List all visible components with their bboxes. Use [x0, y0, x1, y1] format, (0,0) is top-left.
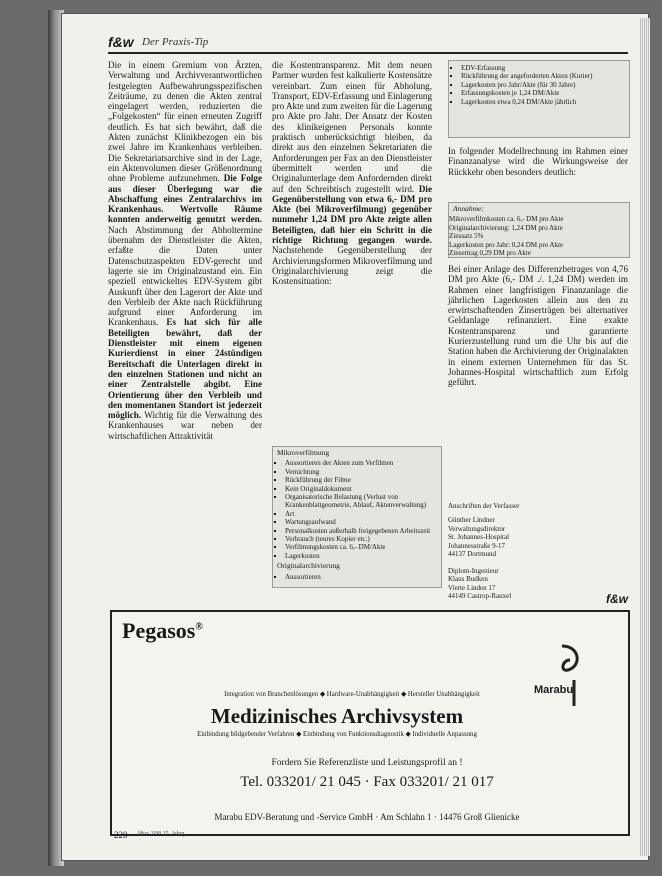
list-item: ▪ Aussortieren	[285, 573, 437, 581]
col1-run: Wichtig für die Verwaltung des Krankenhauses war neben der wirtschaftlichen Attraktivität	[108, 410, 262, 441]
text-line: Zinsertrag 0,29 DM pro Akte	[449, 249, 531, 258]
list-item: ▪ Erfassungskosten je 1,24 DM/Akte	[461, 89, 625, 97]
original-archive-box	[448, 60, 630, 138]
text-line: Günther Lindner	[448, 516, 495, 525]
list-item: ▪ EDV-Erfassung	[461, 64, 625, 72]
box-title-microfilm: Mikroverfilmung	[277, 448, 330, 457]
text-line: Zinssatz 5%	[449, 232, 484, 241]
column-3-text	[448, 264, 628, 388]
issue-info: f&w 3/98 15. Jahrg.	[138, 831, 187, 837]
text-line: Mikroverfilmkosten ca. 6,- DM pro Akte	[449, 215, 564, 224]
list-item: ▪ Kein Originaldokument	[285, 485, 437, 493]
list-item: ▪ Lagerkosten etwa 0,24 DM/Akte jährlich	[461, 98, 625, 106]
list-item: ▪ Verfilmungskosten ca. 6,- DM/Akte	[285, 543, 437, 551]
col1-run: Die Folge aus dieser Überlegung war die Abschaffung eines Zentralarchivs im Krankenhaus. Wertvolle Räume konnten anderweitig genutzt werden.	[108, 173, 262, 225]
assumption-box	[448, 202, 630, 258]
comparison-box	[272, 446, 442, 588]
ad-features-1: Integration von Branchenlösungen ◆ Hardware-Unabhängigkeit ◆ Hersteller Unabhängigkeit	[224, 691, 480, 698]
text-line: Lagerkosten pro Jahr: 0,24 DM pro Akte	[449, 240, 564, 249]
text-line: Verwaltungsdirektor	[448, 524, 506, 533]
column-2-text	[272, 60, 432, 287]
list-item: ▪ Rückführung der Filme	[285, 476, 437, 484]
column-1	[108, 60, 262, 580]
col2-run: Die Gegenüberstellung von etwa 6,- DM pro Akte (bei Mikroverfilmung) gegenüber nunmehr 1,24 DM pro Akte zeigte allen Beteiligten, daß hier ein Schritt in die richtige Richtung gegangen wurde.	[272, 183, 432, 246]
journal-logo: f&w	[108, 34, 134, 50]
box-title-original: Originalarchivierung	[277, 561, 340, 571]
text-line: Originalarchivierung: 1,24 DM pro Akte	[449, 223, 563, 232]
page-number: 220	[114, 830, 128, 840]
ad-phone-fax: Tel. 033201/ 21 045 · Fax 033201/ 21 017	[240, 774, 494, 790]
assumption-lines	[449, 215, 629, 257]
text-line: Johannesstraße 9-17	[448, 541, 505, 550]
address-lines	[448, 516, 618, 600]
col1-run: Es hat sich für alle Beteiligten bewährt, daß der Dienstleister mit einem eigenen Kurierdienst in einer 24stündigen Bereitschaft die Unterlagen direkt in den einzelnen Stationen und nicht an einer Zentralstelle abgibt. Eine Orientierung über den Verbleib und den momentanen Standort ist jederzeit möglich.	[108, 317, 262, 421]
ad-cta: Fordern Sie Referenzliste und Leistungsprofil an !	[271, 758, 463, 768]
text-line: St. Johannes-Hospital	[448, 533, 510, 542]
page-header	[108, 34, 628, 54]
col1-run: Nach Abstimmung der Abholtermine übernahm der Dienstleister die Akten, erfaßte die Daten unter Datenschutzaspekten EDV-gerecht und lagerte sie im Originalzustand ein. Ein speziell entwickeltes EDV-System gibt Auskunft über den Lagerort der Akte und den Verbleib der Akte nach Rückführung aufgrund einer Anforderung im Krankenhaus.	[108, 224, 262, 328]
list-item: ▪ Wartungsaufwand	[285, 518, 437, 526]
original-list	[273, 573, 441, 581]
section-title: Der Praxis-Tip	[142, 36, 209, 48]
column-2	[272, 60, 432, 440]
text-line	[448, 558, 618, 566]
col2-run: die Kostentransparenz. Mit dem neuen Partner wurden fest kalkulierte Kostensätze vereinbart. Zum einen für Abholung, Transport, EDV-Erfassung und Einlagerung pro Akte und zum zweiten für die Lagerung pro Akte pro Jahr. Der Ansatz der Kosten des klinikeigenen Personals konnte praktisch unberücksichtigt bleiben, da direkt aus den einzelnen Sekretariaten die Anforderungen per Fax an den Dienstleister übermittelt werden und die Originalunterlage dem Anfordernden direkt auf den Schreibtisch zugestellt wird.	[272, 60, 432, 194]
list-item: ▪ Art	[285, 510, 437, 518]
ad-features-2: Einbindung bildgebender Verfahren ◆ Einbindung von Funktionsdiagnostik ◆ Individuelle Anpassung	[197, 731, 477, 738]
column-3-body: Bei einer Anlage des Differenzbetrages von 4,76 DM pro Akte (6,- DM ./. 1,24 DM) werden im Rahmen einer langfristigen Finanzanlage die jährlichen Lagerkosten allein aus den zu erwirtschaftenden Zinserträgen bei alternativer Geldanlage refinanziert. Eine exakte Kostentransparenz und garantierte Kurierzustellung rund um die Uhr bis auf die Station haben die Archivierung der Originalakten in einem externen Unternehmen für das St. Johannes-Hospital wirtschaftlich zum Erfolg geführt.	[448, 264, 628, 388]
marabu-wordmark: Marabu	[534, 684, 574, 696]
journal-logo-small: f&w	[606, 592, 628, 606]
marabu-bird-icon	[522, 640, 592, 710]
page-edge	[640, 18, 650, 856]
col1-run: Die in einem Gremium von Ärzten, Verwaltung und Archivverantwortlichen festgelegten Aufbewahrungsspezifischen Zeiträume, zu denen die Akten zentral eingelagert werden, reduzierten die „Folgekosten“ für einen erneuten Zugriff deutlich. Es hat sich bewährt, daß die Akten zunächst Klinikbezogen ein bis zwei Jahre im Krankenhaus verbleiben. Die Sekretariatsarchive sind in der Lage, ein Aktenvolumen dieser Größenordnung ohne Probleme aufzunehmen.	[108, 60, 262, 184]
text-line: Klaus Budken	[448, 575, 488, 584]
col2-run: Nachstehende Gegenüberstellung der Archivierungsformen Mikroverfilmung und Originalarchivierung zeigt die Kostensituation:	[272, 245, 432, 287]
list-item: ▪ Aussortieren der Akten zum Verfilmen	[285, 459, 437, 467]
list-item: ▪ Organisatorische Belastung (Verlust von Krankenblattgeometrie, Ablauf, Aktenverwaltung)	[285, 493, 437, 510]
address-title: Anschriften der Verfasser	[448, 502, 520, 510]
list-item: ▪ Lagerkosten pro Jahr/Akte (für 30 Jahre)	[461, 81, 625, 89]
model-calc-intro: In folgender Modellrechnung im Rahmen einer Finanzanalyse wird die Wirkungsweise der Rückkehr oben besonders deutlich:	[448, 146, 628, 177]
text-line: 44137 Dortmund	[448, 550, 497, 559]
list-item: ▪ Rückführung der angeforderten Akten (Kurier)	[461, 72, 625, 80]
column-3-intro	[448, 146, 628, 177]
ad-headline: Medizinisches Archivsystem	[210, 704, 464, 728]
text-line: Diplom-Ingenieur	[448, 566, 499, 575]
marabu-logo	[522, 640, 602, 710]
list-item: ▪ Vernichtung	[285, 468, 437, 476]
ad-brand: Pegasos®	[122, 618, 203, 643]
list-item: ▪ Verbrauch (teures Kopier etc.)	[285, 535, 437, 543]
author-address	[448, 502, 618, 601]
list-item: ▪ Lagerkosten	[285, 552, 437, 560]
text-line: Vierte Linden 17	[448, 583, 496, 592]
list-item: ▪ Personalkosten außerhalb freigegebenen Arbeitszeit	[285, 527, 437, 535]
original-archive-list	[449, 64, 629, 106]
assumption-title: Annahme:	[453, 204, 484, 213]
advertisement	[110, 610, 630, 836]
column-1-text	[108, 60, 262, 441]
ad-address: Marabu EDV-Beratung und -Service GmbH · Am Schlahn 1 · 14476 Groß Glienicke	[214, 812, 520, 822]
microfilm-list	[273, 459, 441, 560]
text-line: 44149 Castrop-Rauxel	[448, 592, 512, 601]
